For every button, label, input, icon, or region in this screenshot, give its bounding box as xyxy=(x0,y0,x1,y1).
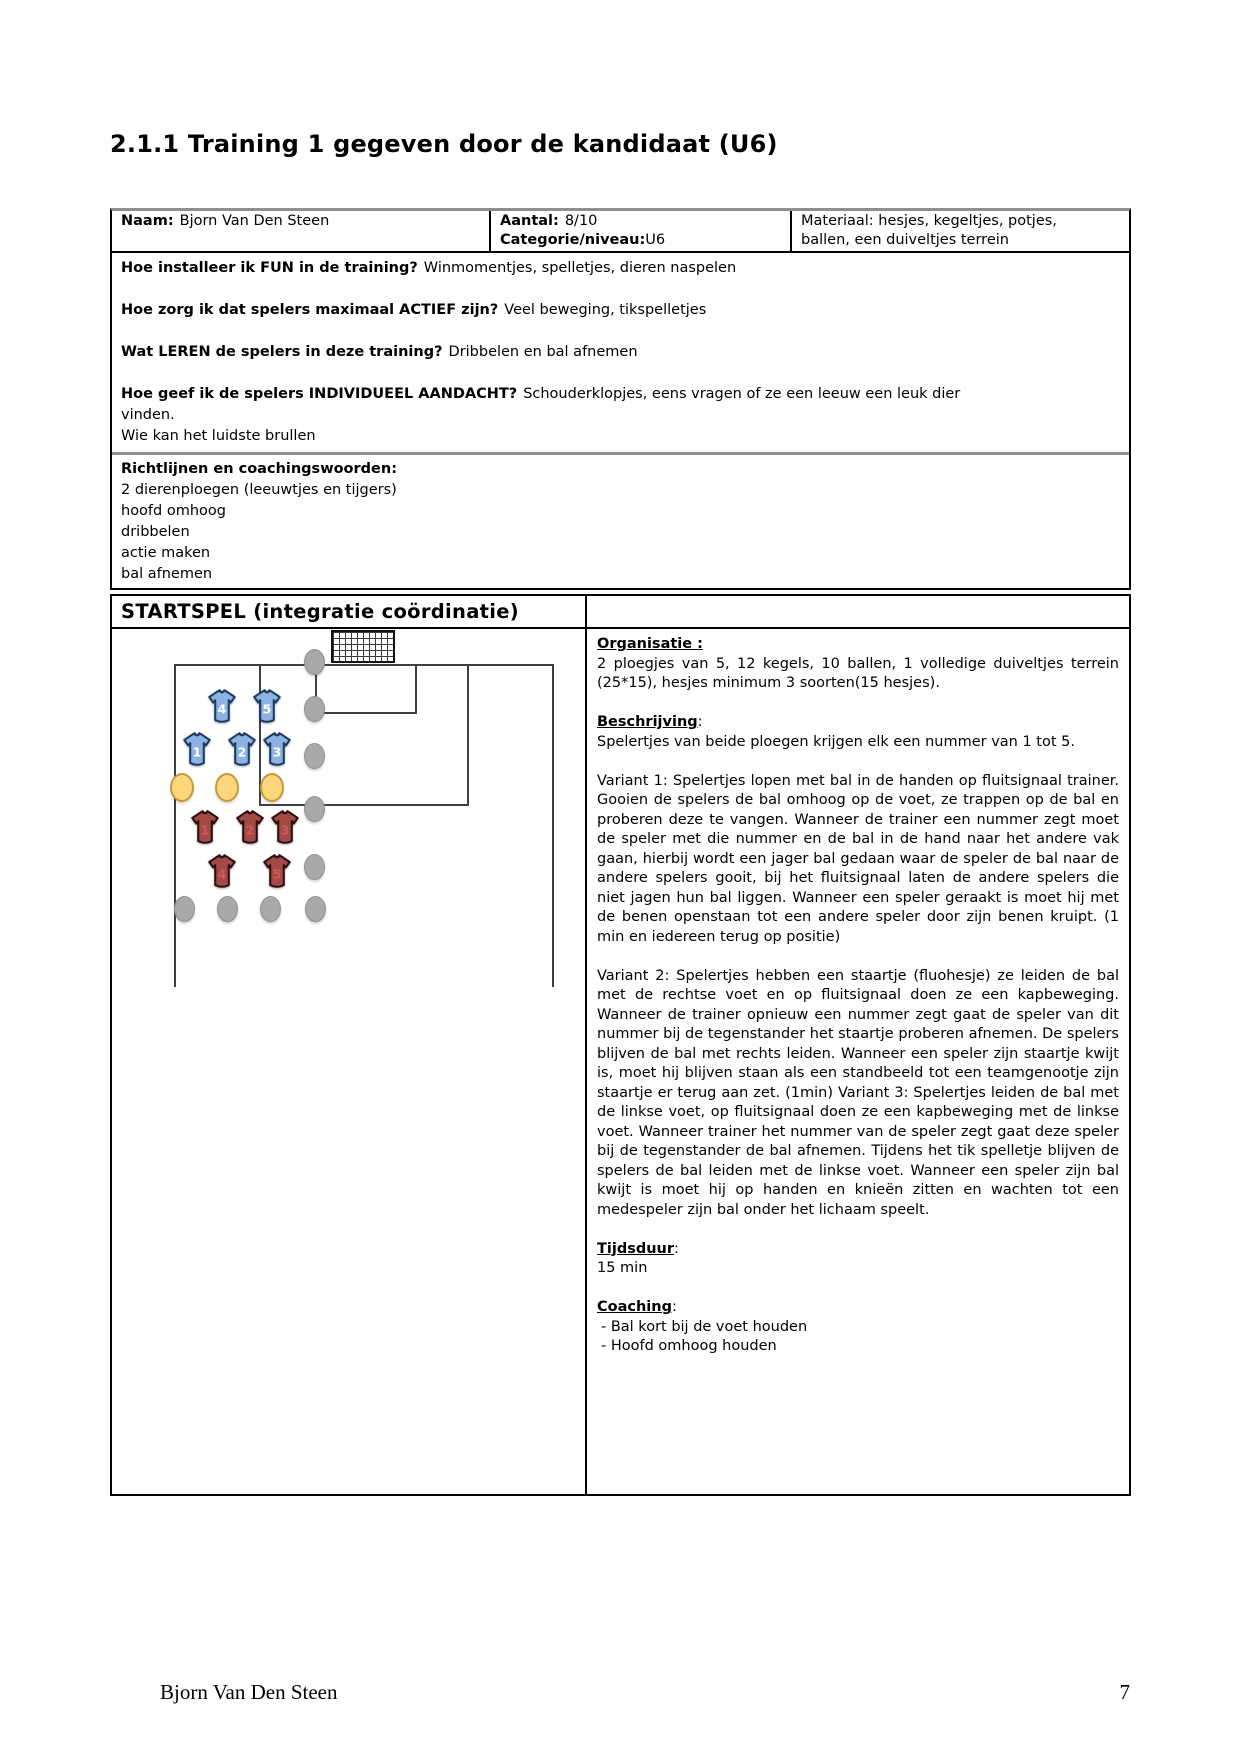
player-jersey-blue xyxy=(226,732,258,767)
ball xyxy=(304,649,325,675)
richtlijnen-item: hoofd omhoog xyxy=(121,503,226,519)
player-jersey-red xyxy=(234,810,266,845)
goal-box-line xyxy=(315,664,417,714)
svg-text:3: 3 xyxy=(280,822,290,838)
training-info-table xyxy=(110,208,1131,590)
svg-text:2: 2 xyxy=(237,744,247,760)
startspel-title: STARTSPEL (integratie coördinatie) xyxy=(112,596,587,627)
tijdsduur-text: 15 min xyxy=(597,1260,648,1276)
question-aandacht-answer-line3: Wie kan het luidste brullen xyxy=(121,428,316,444)
question-aandacht-answer: Schouderklopjes, eens vragen of ze een leeuw een leuk dier xyxy=(523,386,961,402)
svg-text:1: 1 xyxy=(192,744,202,760)
player-jersey-blue xyxy=(206,689,238,724)
cone xyxy=(170,773,194,802)
richtlijnen-item: dribbelen xyxy=(121,524,190,540)
beschrijving-text: Spelertjes van beide ploegen krijgen elk een nummer van 1 tot 5. xyxy=(597,733,1075,750)
ball xyxy=(260,896,281,922)
cone xyxy=(260,773,284,802)
ball xyxy=(304,796,325,822)
materiaal-line2: ballen, een duiveltjes terrein xyxy=(801,232,1009,248)
materiaal-cell xyxy=(790,211,1129,251)
ball xyxy=(304,854,325,880)
coaching-colon: : xyxy=(671,1299,677,1315)
richtlijnen-item: actie maken xyxy=(121,545,211,561)
organisatie-text: 2 ploegjes van 5, 12 kegels, 10 ballen, 1 volledige duiveltjes terrein (25*15), hesjes minimum 3 soorten(15 hesjes). xyxy=(597,655,1119,691)
svg-text:1: 1 xyxy=(200,822,210,838)
coaching-item: - Hoofd omhoog houden xyxy=(601,1338,777,1354)
exercise-diagram xyxy=(112,629,587,1494)
info-header-row xyxy=(112,211,1129,253)
svg-text:3: 3 xyxy=(272,744,282,760)
aantal-value: 8/10 xyxy=(564,213,598,229)
startspel-description-cell xyxy=(587,629,1129,1494)
naam-label: Naam: xyxy=(121,213,174,229)
player-jersey-red xyxy=(269,810,301,845)
richtlijnen-row xyxy=(112,452,1129,588)
question-leren-answer: Dribbelen en bal afnemen xyxy=(448,344,638,360)
variant2-3-text: Variant 2: Spelertjes hebben een staartje (fluohesje) ze leiden de bal met de rechtse voet en op fluitsignaal doen ze een kapbeweging. Wanneer de trainer opnieuw een nummer zegt gaat de speler van dit nummer bij de tegenstander het staartje proberen afnemen. De spelers blijven de bal met rechts leiden. Wanneer een speler zijn staartje kwijt is, moet hij blijven staan als een standbeeld tot een teamgenootje zijn staartje er terug aan zet. (1min) Variant 3: Spelertjes leiden de bal met de linkse voet, op fluitsignaal doen ze een kapbeweging met de linkse voet. Wanneer trainer het nummer van de speler zegt gaat deze speler bij de tegenstander de bal afnemen. Tijdens het tik spelletje blijven de spelers de bal leiden met de linkse voet. Wanneer een speler zijn bal kwijt is moet hij op handen en knieën zitten en wachten tot een medespeler zijn bal onder het lichaam speelt. xyxy=(597,967,1119,1218)
questions-row xyxy=(112,253,1129,452)
categorie-value: U6 xyxy=(645,232,666,248)
svg-text:5: 5 xyxy=(262,701,272,717)
startspel-body-row xyxy=(112,629,1129,1494)
richtlijnen-label: Richtlijnen en coachingswoorden: xyxy=(121,461,397,477)
naam-value: Bjorn Van Den Steen xyxy=(179,213,330,229)
svg-text:4: 4 xyxy=(217,866,227,882)
cone xyxy=(215,773,239,802)
materiaal-line1: Materiaal: hesjes, kegeltjes, potjes, xyxy=(801,213,1057,229)
ball xyxy=(304,696,325,722)
richtlijnen-item: 2 dierenploegen (leeuwtjes en tijgers) xyxy=(121,482,397,498)
ball xyxy=(174,896,195,922)
player-jersey-blue xyxy=(181,732,213,767)
player-jersey-blue xyxy=(251,689,283,724)
organisatie-label: Organisatie : xyxy=(597,636,703,652)
question-actief xyxy=(121,300,1120,321)
ball xyxy=(217,896,238,922)
svg-text:5: 5 xyxy=(272,866,282,882)
footer-page-number: 7 xyxy=(1119,1680,1130,1704)
question-fun-label: Hoe installeer ik FUN in de training? xyxy=(121,260,418,276)
naam-cell xyxy=(112,211,489,251)
ball xyxy=(305,896,326,922)
startspel-table xyxy=(110,594,1131,1496)
page-title: 2.1.1 Training 1 gegeven door de kandidaat (U6) xyxy=(110,130,778,158)
coaching-label: Coaching xyxy=(597,1299,672,1315)
startspel-header-empty-cell xyxy=(587,596,1129,627)
tijdsduur-label: Tijdsduur xyxy=(597,1240,675,1257)
svg-text:2: 2 xyxy=(245,822,255,838)
question-fun-answer: Winmomentjes, spelletjes, dieren naspelen xyxy=(423,260,737,276)
aantal-cell xyxy=(489,211,790,251)
question-leren xyxy=(121,342,1120,363)
player-jersey-blue xyxy=(261,732,293,767)
player-jersey-red xyxy=(189,810,221,845)
variant1-text: Variant 1: Spelertjes lopen met bal in de handen op fluitsignaal trainer. Gooien de spelers de bal omhoog op de voet, ze trappen op de bal en proberen deze te vangen. Wanneer de trainer een nummer zegt moet de speler met die nummer en de bal in de hand naar het andere vak gaan, hierbij wordt een jager bal gedaan waar de speler de bal naar de andere spelers gooit, bij het fluitsignaal laten de andere spelers die niet jagen hun bal liggen. Wanneer een speler geraakt is moet hij met de benen openstaan tot een andere speler door zijn benen kruipt. (1 min en iedereen terug op positie) xyxy=(597,772,1119,945)
player-jersey-red xyxy=(261,854,293,889)
richtlijnen-item: bal afnemen xyxy=(121,566,213,582)
player-jersey-red xyxy=(206,854,238,889)
question-aandacht xyxy=(121,384,1120,405)
beschrijving-label: Beschrijving xyxy=(597,714,698,730)
aantal-label: Aantal: xyxy=(500,213,559,229)
startspel-header-row xyxy=(112,596,1129,629)
ball xyxy=(304,743,325,769)
question-fun xyxy=(121,258,1120,279)
question-aandacht-label: Hoe geef ik de spelers INDIVIDUEEL AANDACHT? xyxy=(121,386,518,402)
question-actief-answer: Veel beweging, tikspelletjes xyxy=(504,302,707,318)
categorie-label: Categorie/niveau: xyxy=(500,232,646,248)
goal-net-icon xyxy=(331,630,395,663)
svg-text:4: 4 xyxy=(217,701,227,717)
field-canvas xyxy=(112,629,585,1494)
footer-author: Bjorn Van Den Steen xyxy=(160,1680,338,1704)
question-aandacht-answer-line2: vinden. xyxy=(121,407,175,423)
tijdsduur-colon: : xyxy=(674,1240,679,1257)
coaching-item: - Bal kort bij de voet houden xyxy=(601,1318,808,1335)
question-actief-label: Hoe zorg ik dat spelers maximaal ACTIEF zijn? xyxy=(121,302,499,318)
beschrijving-colon: : xyxy=(697,714,703,730)
question-leren-label: Wat LEREN de spelers in deze training? xyxy=(121,344,443,360)
